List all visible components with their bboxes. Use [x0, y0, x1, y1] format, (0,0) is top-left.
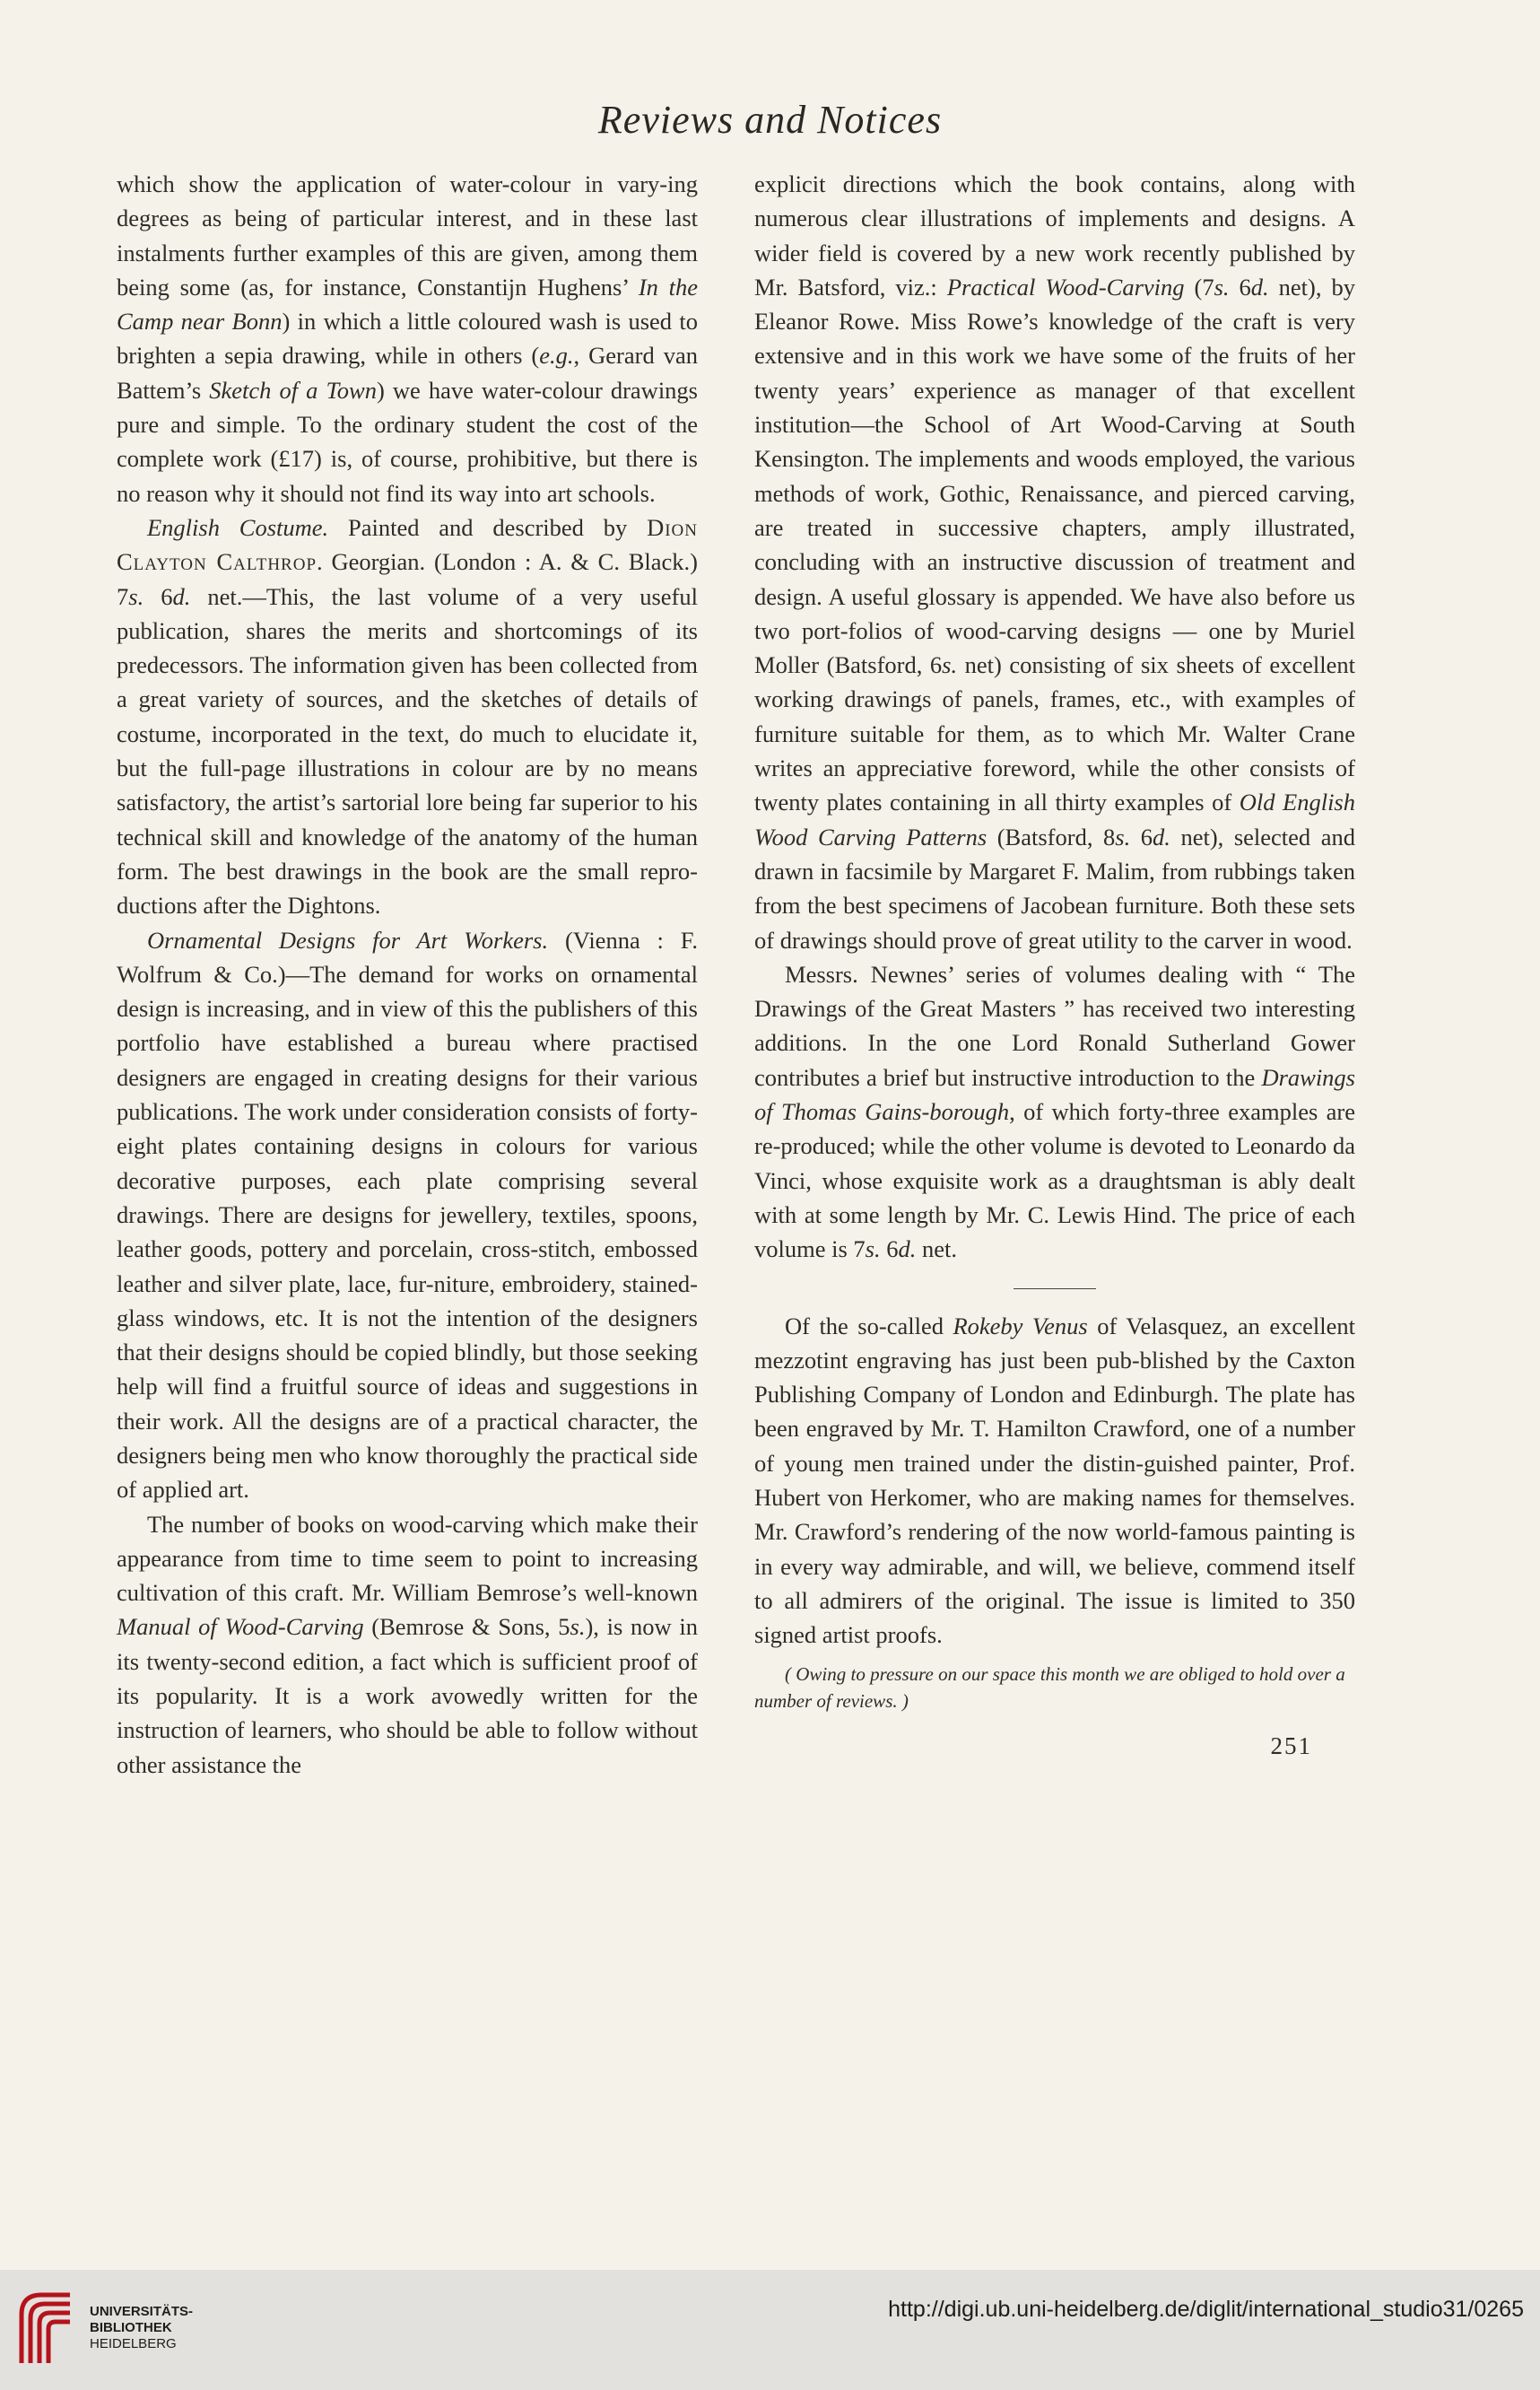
paragraph-watercolour: which show the application of water-colour in vary-ing degrees as being of particular interest, and in these last instalments further examples of this are given, among them being some (as, for instance, Constantijn Hughens’ In the Camp near Bonn) in which a little coloured wash is used to brighten a sepia drawing, while in others (e.g., Gerard van Battem’s Sketch of a Town) we have water-colour drawings pure and simple. To the ordinary student the cost of the complete work (£17) is, of course, prohibitive, but there is no reason why it should not find its way into art schools. — [117, 170, 698, 507]
paragraph-rokeby-venus: Of the so-called Rokeby Venus of Velasquez, an excellent mezzotint engraving has just been pub-blished by the Caxton Publishing Company of London and Edinburgh. The plate has been engraved by Mr. T. Hamilton Crawford, one of a number of young men trained under the distin-guished painter, Prof. Hubert von Herkomer, who are making names for themselves. Mr. Crawford’s rendering of the now world-famous painting is in every way admirable, and will, we believe, commend itself to all admirers of the original. The issue is limited to 350 signed artist proofs. — [754, 1312, 1355, 1649]
right-column — [754, 167, 1355, 1764]
left-column — [117, 167, 698, 1782]
paragraph-english-costume: English Costume. Painted and described by Dion Clayton Calthrop. Georgian. (London : A. & C. Black.) 7s. 6d. net.—This, the last volume of a very useful publication, shares the merits and shortcomings of its predecessors. The information given has been collected from a great variety of sources, and the sketches of details of costume, incorporated in the text, do much to elucidate it, but the full-page illustrations in colour are by no means satisfactory, the artist’s sartorial lore being far superior to his technical skill and knowledge of the anatomy of the human form. The best drawings in the book are the small repro-ductions after the Dightons. — [117, 513, 698, 920]
section-divider — [1014, 1288, 1096, 1289]
paragraph-ornamental-designs: Ornamental Designs for Art Workers. (Vienna : F. Wolfrum & Co.)—The demand for works on ornamental design is increasing, and in view of this the publishers of this portfolio have established a bureau where practised designers are engaged in creating designs for their various publications. The work under consideration consists of forty-eight plates containing designs in colours for various decorative purposes, each plate comprising several drawings. There are designs for jewellery, textiles, spoons, leather goods, pottery and porcelain, cross-stitch, embossed leather and silver plate, lace, fur-niture, embroidery, stained-glass windows, etc. It is not the intention of the designers that their designs should be copied blindly, but those seeking help will find a fruitful source of ideas and suggestions in their work. All the designs are of a practical character, the designers being men who know thoroughly the practical side of applied art. — [117, 926, 698, 1504]
editorial-note: ( Owing to pressure on our space this month we are obliged to hold over a number of reviews. ) — [754, 1663, 1345, 1713]
library-logo-icon — [14, 2288, 79, 2370]
running-head: Reviews and Notices — [597, 98, 943, 142]
paragraph-newnes-drawings: Messrs. Newnes’ series of volumes dealing with “ The Drawings of the Great Masters ” has received two interesting additions. In the one Lord Ronald Sutherland Gower contributes a brief but instructive introduction to the Drawings of Thomas Gains-borough, of which forty-three examples are re-produced; while the other volume is devoted to Leonardo da Vinci, whose exquisite work as a draughtsman is ably dealt with at some length by Mr. C. Lewis Hind. The price of each volume is 7s. 6d. net. — [754, 960, 1355, 1263]
digitization-footer — [0, 2270, 1540, 2390]
paragraph-wood-carving: The number of books on wood-carving which make their appearance from time to time seem to point to increasing cultivation of this craft. Mr. William Bemrose’s well-known Manual of Wood-Carving (Bemrose & Sons, 5s.), is now in its twenty-second edition, a fact which is sufficient proof of its popularity. It is a work avowedly written for the instruction of learners, who should be able to follow without other assistance the — [117, 1510, 698, 1778]
paragraph-practical-wood-carving: explicit directions which the book contains, along with numerous clear illustrations of implements and designs. A wider field is covered by a new work recently published by Mr. Batsford, viz.: Practical Wood-Carving (7s. 6d. net), by Eleanor Rowe. Miss Rowe’s knowledge of the craft is very extensive and in this work we have some of the fruits of her twenty years’ experience as manager of that excellent institution—the School of Art Wood-Carving at South Kensington. The implements and woods employed, the various methods of work, Gothic, Renaissance, and pierced carving, are treated in successive chapters, amply illustrated, concluding with an instructive discussion of treatment and design. A useful glossary is appended. We have also before us two port-folios of wood-carving designs — one by Muriel Moller (Batsford, 6s. net) consisting of six sheets of excellent working drawings of panels, frames, etc., with examples of furniture suitable for them, as to which Mr. Walter Crane writes an appreciative foreword, while the other consists of twenty plates containing in all thirty examples of Old English Wood Carving Patterns (Batsford, 8s. 6d. net), selected and drawn in facsimile by Margaret F. Malim, from rubbings taken from the best specimens of Jacobean furniture. Both these sets of drawings should prove of great utility to the carver in wood. — [754, 170, 1356, 954]
page-number: 251 — [1270, 1732, 1312, 1760]
library-name: UNIVERSITÄTS- BIBLIOTHEK HEIDELBERG — [90, 2304, 194, 2351]
source-url-link[interactable]: http://digi.ub.uni-heidelberg.de/diglit/international_studio31/0265 — [888, 2297, 1524, 2322]
